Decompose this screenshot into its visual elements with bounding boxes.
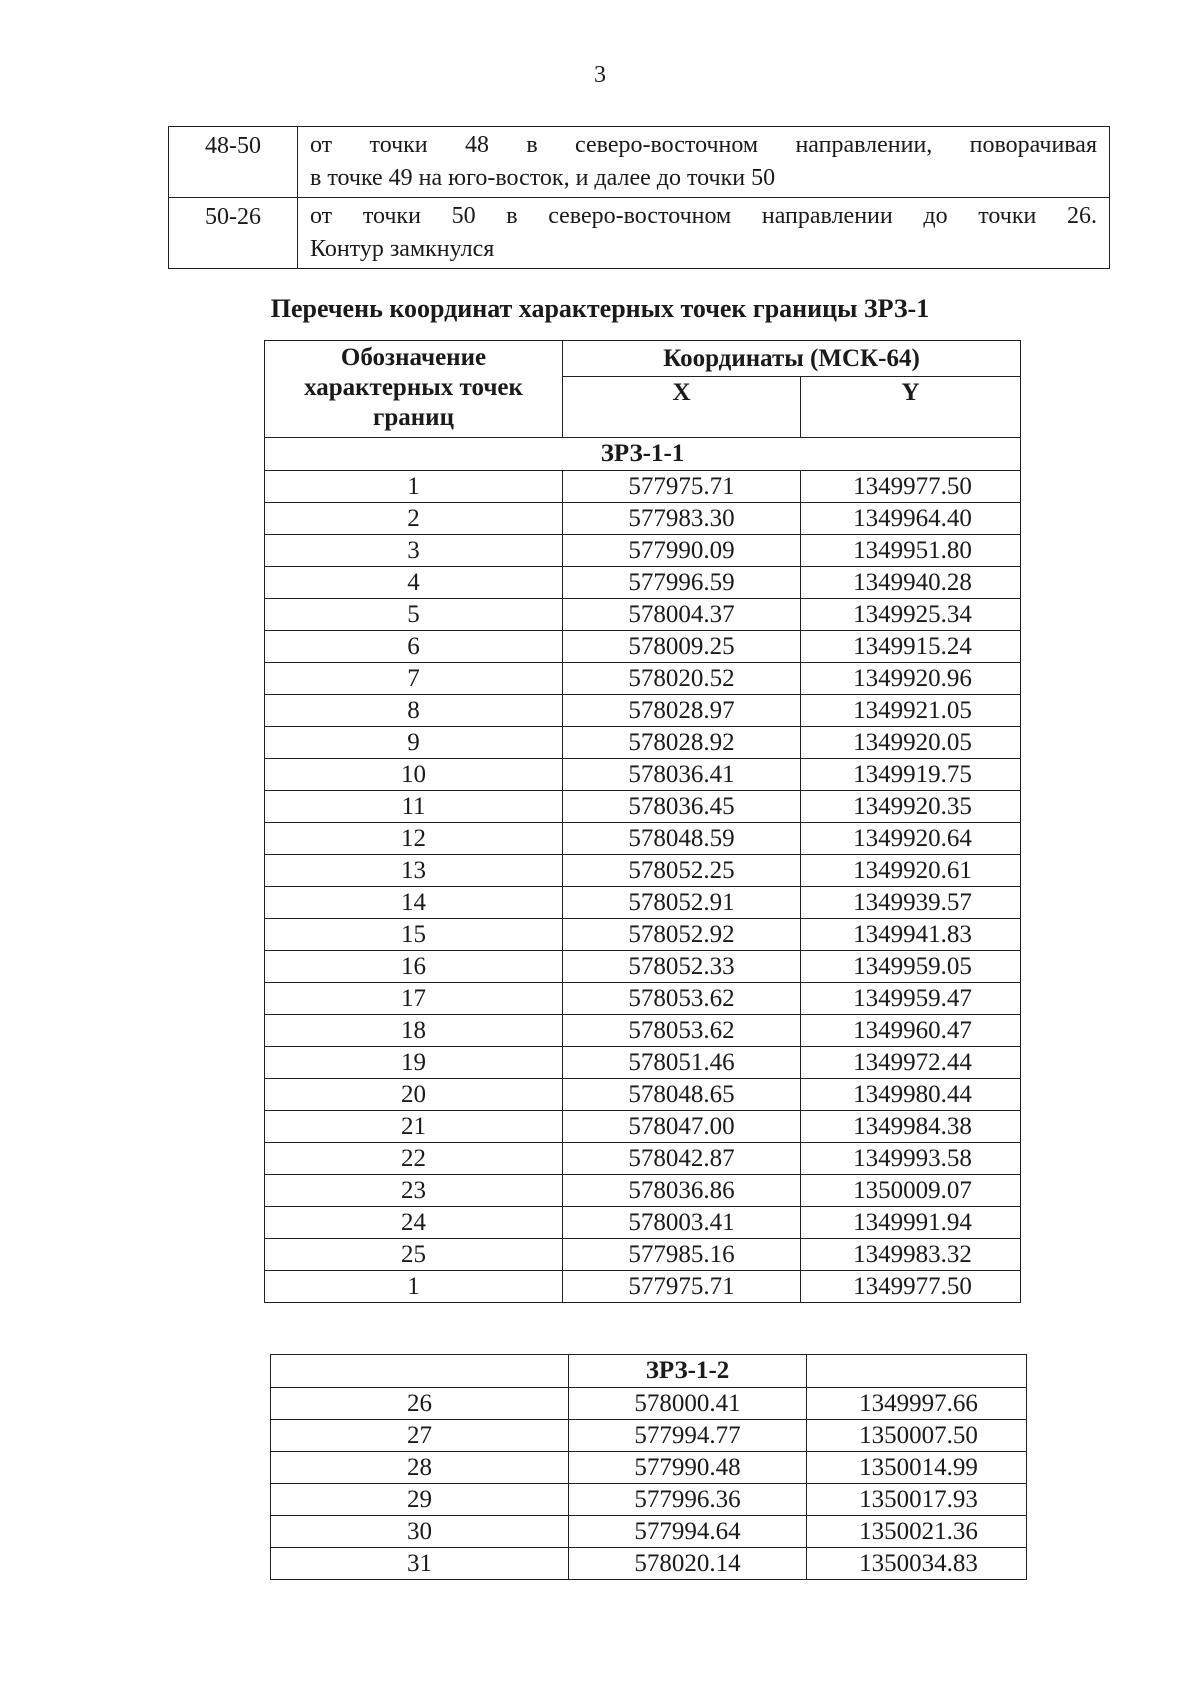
x-coordinate-cell: 578047.00 <box>563 1111 801 1143</box>
x-coordinate-cell: 578053.62 <box>563 983 801 1015</box>
x-coordinate-cell: 578028.97 <box>563 695 801 727</box>
table-row <box>265 1271 1021 1303</box>
table-row <box>265 855 1021 887</box>
table-row <box>271 1452 1027 1484</box>
table-row <box>271 1484 1027 1516</box>
y-coordinate-cell: 1349941.83 <box>801 919 1021 951</box>
segment-label: 50-26 <box>169 198 298 269</box>
point-number-cell: 26 <box>271 1388 569 1420</box>
y-coordinate-cell: 1349977.50 <box>801 1271 1021 1303</box>
point-number-cell: 27 <box>271 1420 569 1452</box>
y-coordinate-cell: 1349991.94 <box>801 1207 1021 1239</box>
segment-description-line: в точке 49 на юго-восток, и далее до точки 50 <box>310 165 776 191</box>
table-row <box>265 1143 1021 1175</box>
point-number-cell: 5 <box>265 599 563 631</box>
segment-description <box>298 198 1110 269</box>
table-row <box>265 1239 1021 1271</box>
table-row <box>265 663 1021 695</box>
x-coordinate-cell: 578009.25 <box>563 631 801 663</box>
y-coordinate-cell: 1350014.99 <box>807 1452 1027 1484</box>
y-coordinate-cell: 1350021.36 <box>807 1516 1027 1548</box>
x-coordinate-cell: 578052.25 <box>563 855 801 887</box>
point-number-cell: 31 <box>271 1548 569 1580</box>
table-row <box>265 759 1021 791</box>
point-number-cell: 17 <box>265 983 563 1015</box>
x-coordinate-cell: 578051.46 <box>563 1047 801 1079</box>
segment-description-line: Контур замкнулся <box>310 236 495 262</box>
point-number-cell: 3 <box>265 535 563 567</box>
x-coordinate-cell: 577990.09 <box>563 535 801 567</box>
x-coordinate-cell: 578020.52 <box>563 663 801 695</box>
y-coordinate-cell: 1349959.05 <box>801 951 1021 983</box>
x-coordinate-cell: 577983.30 <box>563 503 801 535</box>
table-row <box>271 1516 1027 1548</box>
table-row <box>265 599 1021 631</box>
table-row <box>265 503 1021 535</box>
y-coordinate-cell: 1349920.35 <box>801 791 1021 823</box>
table-row <box>265 1079 1021 1111</box>
point-number-cell: 14 <box>265 887 563 919</box>
y-coordinate-cell: 1349980.44 <box>801 1079 1021 1111</box>
table-row <box>265 1175 1021 1207</box>
header-point-designation: Обозначение характерных точек границ <box>265 341 563 438</box>
y-coordinate-cell: 1349921.05 <box>801 695 1021 727</box>
y-coordinate-cell: 1349993.58 <box>801 1143 1021 1175</box>
x-coordinate-cell: 577975.71 <box>563 1271 801 1303</box>
point-number-cell: 20 <box>265 1079 563 1111</box>
point-number-cell: 11 <box>265 791 563 823</box>
table-row <box>265 535 1021 567</box>
coords-table-zrz-1-2 <box>270 1354 1027 1580</box>
section-empty-cell <box>271 1355 569 1388</box>
y-coordinate-cell: 1349939.57 <box>801 887 1021 919</box>
x-coordinate-cell: 577994.64 <box>569 1516 807 1548</box>
table-row <box>271 1420 1027 1452</box>
table-row <box>265 471 1021 503</box>
y-coordinate-cell: 1350009.07 <box>801 1175 1021 1207</box>
header-coordinates: Координаты (МСК-64) <box>563 341 1021 377</box>
section-label-zrz-1-1: ЗРЗ-1-1 <box>265 438 1021 471</box>
segment-description <box>298 127 1110 198</box>
section-label-zrz-1-2: ЗРЗ-1-2 <box>569 1355 807 1388</box>
table-row <box>265 567 1021 599</box>
x-coordinate-cell: 578028.92 <box>563 727 801 759</box>
section-empty-cell <box>807 1355 1027 1388</box>
point-number-cell: 30 <box>271 1516 569 1548</box>
x-coordinate-cell: 577990.48 <box>569 1452 807 1484</box>
point-number-cell: 22 <box>265 1143 563 1175</box>
x-coordinate-cell: 578036.86 <box>563 1175 801 1207</box>
table-row <box>265 791 1021 823</box>
point-number-cell: 16 <box>265 951 563 983</box>
point-number-cell: 10 <box>265 759 563 791</box>
y-coordinate-cell: 1349915.24 <box>801 631 1021 663</box>
x-coordinate-cell: 577996.36 <box>569 1484 807 1516</box>
point-number-cell: 9 <box>265 727 563 759</box>
table-row <box>265 983 1021 1015</box>
point-number-cell: 18 <box>265 1015 563 1047</box>
header-x: X <box>563 377 801 438</box>
point-number-cell: 1 <box>265 1271 563 1303</box>
point-number-cell: 21 <box>265 1111 563 1143</box>
y-coordinate-cell: 1349964.40 <box>801 503 1021 535</box>
route-row-48-50 <box>169 127 1110 198</box>
coords-title: Перечень координат характерных точек границы ЗРЗ-1 <box>270 294 930 323</box>
x-coordinate-cell: 578020.14 <box>569 1548 807 1580</box>
y-coordinate-cell: 1350017.93 <box>807 1484 1027 1516</box>
point-number-cell: 25 <box>265 1239 563 1271</box>
segment-description-line: от точки 48 в северо-восточном направлении, поворачивая <box>310 132 1097 158</box>
y-coordinate-cell: 1349959.47 <box>801 983 1021 1015</box>
route-segments-table <box>168 126 1110 269</box>
x-coordinate-cell: 578036.41 <box>563 759 801 791</box>
x-coordinate-cell: 578048.59 <box>563 823 801 855</box>
y-coordinate-cell: 1349925.34 <box>801 599 1021 631</box>
table-row <box>265 1015 1021 1047</box>
y-coordinate-cell: 1349920.96 <box>801 663 1021 695</box>
point-number-cell: 28 <box>271 1452 569 1484</box>
coords-table-zrz-1-1 <box>264 340 1021 1303</box>
route-row-50-26 <box>169 198 1110 269</box>
point-number-cell: 23 <box>265 1175 563 1207</box>
y-coordinate-cell: 1350034.83 <box>807 1548 1027 1580</box>
x-coordinate-cell: 578053.62 <box>563 1015 801 1047</box>
x-coordinate-cell: 578042.87 <box>563 1143 801 1175</box>
y-coordinate-cell: 1350007.50 <box>807 1420 1027 1452</box>
point-number-cell: 12 <box>265 823 563 855</box>
point-number-cell: 15 <box>265 919 563 951</box>
table-row <box>265 951 1021 983</box>
point-number-cell: 19 <box>265 1047 563 1079</box>
x-coordinate-cell: 578000.41 <box>569 1388 807 1420</box>
table-row <box>265 1047 1021 1079</box>
x-coordinate-cell: 578036.45 <box>563 791 801 823</box>
x-coordinate-cell: 578004.37 <box>563 599 801 631</box>
y-coordinate-cell: 1349997.66 <box>807 1388 1027 1420</box>
page-number: 3 <box>594 62 606 88</box>
point-number-cell: 7 <box>265 663 563 695</box>
x-coordinate-cell: 577975.71 <box>563 471 801 503</box>
y-coordinate-cell: 1349960.47 <box>801 1015 1021 1047</box>
segment-description-line: от точки 50 в северо-восточном направлении до точки 26. <box>310 203 1097 229</box>
table-row <box>265 727 1021 759</box>
header-y: Y <box>801 377 1021 438</box>
point-number-cell: 24 <box>265 1207 563 1239</box>
y-coordinate-cell: 1349972.44 <box>801 1047 1021 1079</box>
point-number-cell: 8 <box>265 695 563 727</box>
point-number-cell: 29 <box>271 1484 569 1516</box>
table-row <box>265 1207 1021 1239</box>
x-coordinate-cell: 578052.92 <box>563 919 801 951</box>
table-row <box>265 887 1021 919</box>
x-coordinate-cell: 577985.16 <box>563 1239 801 1271</box>
x-coordinate-cell: 577996.59 <box>563 567 801 599</box>
y-coordinate-cell: 1349919.75 <box>801 759 1021 791</box>
y-coordinate-cell: 1349940.28 <box>801 567 1021 599</box>
table-row <box>271 1388 1027 1420</box>
x-coordinate-cell: 578052.91 <box>563 887 801 919</box>
point-number-cell: 2 <box>265 503 563 535</box>
table-row <box>265 823 1021 855</box>
y-coordinate-cell: 1349977.50 <box>801 471 1021 503</box>
x-coordinate-cell: 577994.77 <box>569 1420 807 1452</box>
y-coordinate-cell: 1349920.61 <box>801 855 1021 887</box>
point-number-cell: 1 <box>265 471 563 503</box>
point-number-cell: 6 <box>265 631 563 663</box>
y-coordinate-cell: 1349984.38 <box>801 1111 1021 1143</box>
table-row <box>265 631 1021 663</box>
table-row <box>271 1548 1027 1580</box>
y-coordinate-cell: 1349920.64 <box>801 823 1021 855</box>
x-coordinate-cell: 578048.65 <box>563 1079 801 1111</box>
y-coordinate-cell: 1349983.32 <box>801 1239 1021 1271</box>
point-number-cell: 4 <box>265 567 563 599</box>
x-coordinate-cell: 578003.41 <box>563 1207 801 1239</box>
table-row <box>265 919 1021 951</box>
segment-label: 48-50 <box>169 127 298 198</box>
y-coordinate-cell: 1349951.80 <box>801 535 1021 567</box>
table-row <box>265 695 1021 727</box>
y-coordinate-cell: 1349920.05 <box>801 727 1021 759</box>
point-number-cell: 13 <box>265 855 563 887</box>
x-coordinate-cell: 578052.33 <box>563 951 801 983</box>
table-row <box>265 1111 1021 1143</box>
